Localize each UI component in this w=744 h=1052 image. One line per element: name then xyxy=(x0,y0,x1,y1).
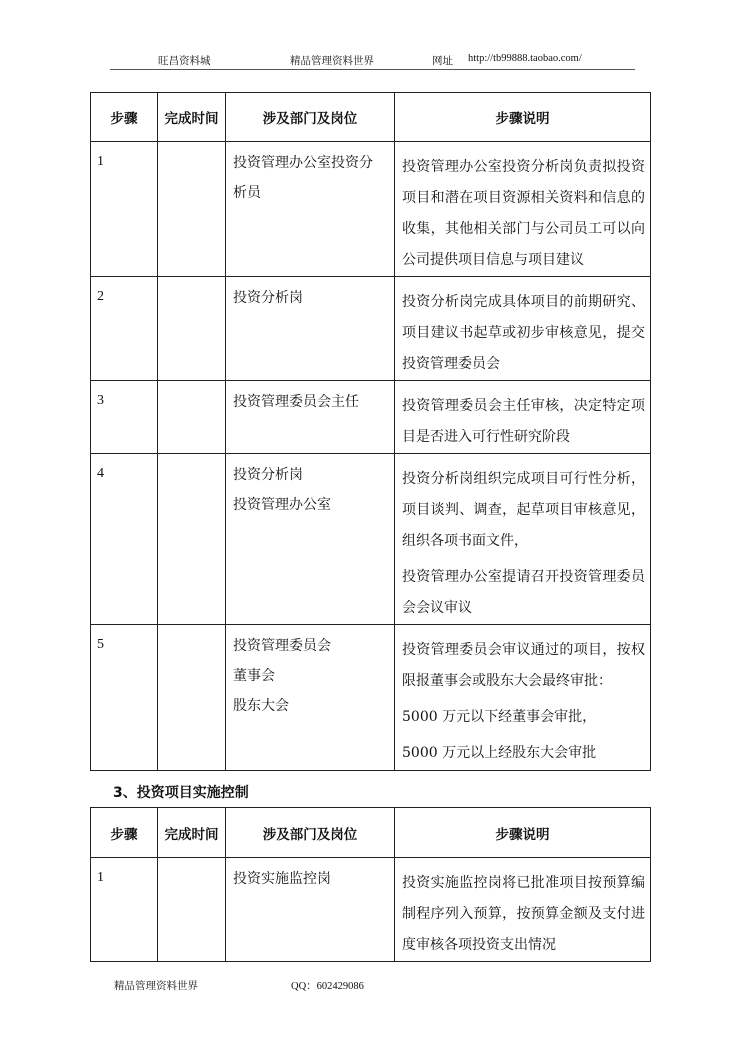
completion-time-cell xyxy=(158,381,226,454)
step-number: 4 xyxy=(97,466,104,481)
table-row xyxy=(91,454,651,625)
footer-qq: QQ：602429086 xyxy=(291,981,364,992)
step-number-cell xyxy=(91,381,158,454)
step-number: 3 xyxy=(97,393,104,408)
description-paragraph: 投资分析岗组织完成项目可行性分析，项目谈判、调查，起草项目审核意见，组织各项书面文件， xyxy=(402,471,645,549)
header-time: 完成时间 xyxy=(158,93,226,142)
completion-time-cell xyxy=(158,625,226,771)
footer-left-text: 精品管理资料世界 xyxy=(114,980,198,992)
department-cell xyxy=(226,142,395,277)
department-line: 股东大会 xyxy=(233,698,289,714)
table-row xyxy=(91,625,651,771)
department-cell xyxy=(226,625,395,771)
header-dept: 涉及部门及岗位 xyxy=(226,808,395,858)
description-cell xyxy=(395,142,651,277)
header-desc: 步骤说明 xyxy=(395,808,651,858)
description-paragraph: 投资管理委员会审议通过的项目，按权限报董事会或股东大会最终审批： xyxy=(402,642,645,689)
department-cell xyxy=(226,454,395,625)
department-line: 董事会 xyxy=(233,668,275,684)
page-header xyxy=(110,51,635,70)
description-cell xyxy=(395,858,651,962)
step-number: 5 xyxy=(97,637,104,652)
department-line: 投资管理委员会主任 xyxy=(233,394,359,410)
header-url-link[interactable]: http://tb99888.taobao.com/ xyxy=(468,53,582,64)
department-line: 投资分析岗 xyxy=(233,290,303,306)
table-row xyxy=(91,858,651,962)
header-desc: 步骤说明 xyxy=(395,93,651,142)
description-cell xyxy=(395,625,651,771)
department-cell xyxy=(226,858,395,962)
step-number-cell xyxy=(91,858,158,962)
step-number-cell xyxy=(91,142,158,277)
department-line: 投资管理委员会 xyxy=(233,638,331,654)
description-paragraph: 投资分析岗完成具体项目的前期研究、项目建议书起草或初步审核意见，提交投资管理委员会 xyxy=(402,294,645,372)
header-left-text: 旺昌资料城 xyxy=(158,55,211,67)
description-paragraph: 投资管理办公室投资分析岗负责拟投资项目和潜在项目资源相关资料和信息的收集，其他相关部门与公司员工可以向公司提供项目信息与项目建议 xyxy=(402,159,645,268)
description-paragraph: 5000 万元以上经股东大会审批 xyxy=(402,745,597,761)
table-row xyxy=(91,381,651,454)
department-cell xyxy=(226,277,395,381)
description-paragraph: 5000 万元以下经董事会审批， xyxy=(402,709,597,725)
description-cell xyxy=(395,454,651,625)
header-dept: 涉及部门及岗位 xyxy=(226,93,395,142)
department-line: 投资管理办公室投资分析员 xyxy=(233,155,373,201)
description-paragraph: 投资实施监控岗将已批准项目按预算编制程序列入预算，按预算金额及支付进度审核各项投资支出情况 xyxy=(402,875,645,953)
completion-time-cell xyxy=(158,858,226,962)
step-number: 1 xyxy=(97,154,104,169)
table-header-row xyxy=(91,808,651,858)
step-number-cell xyxy=(91,277,158,381)
table-header-row xyxy=(91,93,651,142)
procedure-table-2 xyxy=(90,807,651,962)
header-time: 完成时间 xyxy=(158,808,226,858)
description-cell xyxy=(395,381,651,454)
step-number: 2 xyxy=(97,289,104,304)
completion-time-cell xyxy=(158,454,226,625)
header-site-label: 网址 xyxy=(432,55,453,67)
completion-time-cell xyxy=(158,277,226,381)
header-step: 步骤 xyxy=(91,93,158,142)
completion-time-cell xyxy=(158,142,226,277)
table-row xyxy=(91,277,651,381)
step-number-cell xyxy=(91,454,158,625)
department-line: 投资分析岗 xyxy=(233,467,303,483)
table-row xyxy=(91,142,651,277)
description-cell xyxy=(395,277,651,381)
department-line: 投资管理办公室 xyxy=(233,497,331,513)
procedure-table-1 xyxy=(90,92,651,771)
header-middle-text: 精品管理资料世界 xyxy=(290,55,374,67)
section-title: 3、投资项目实施控制 xyxy=(113,785,249,801)
description-paragraph: 投资管理办公室提请召开投资管理委员会会议审议 xyxy=(402,569,645,616)
step-number-cell xyxy=(91,625,158,771)
department-cell xyxy=(226,381,395,454)
step-number: 1 xyxy=(97,870,104,885)
header-step: 步骤 xyxy=(91,808,158,858)
description-paragraph: 投资管理委员会主任审核，决定特定项目是否进入可行性研究阶段 xyxy=(402,398,645,445)
department-line: 投资实施监控岗 xyxy=(233,871,331,887)
